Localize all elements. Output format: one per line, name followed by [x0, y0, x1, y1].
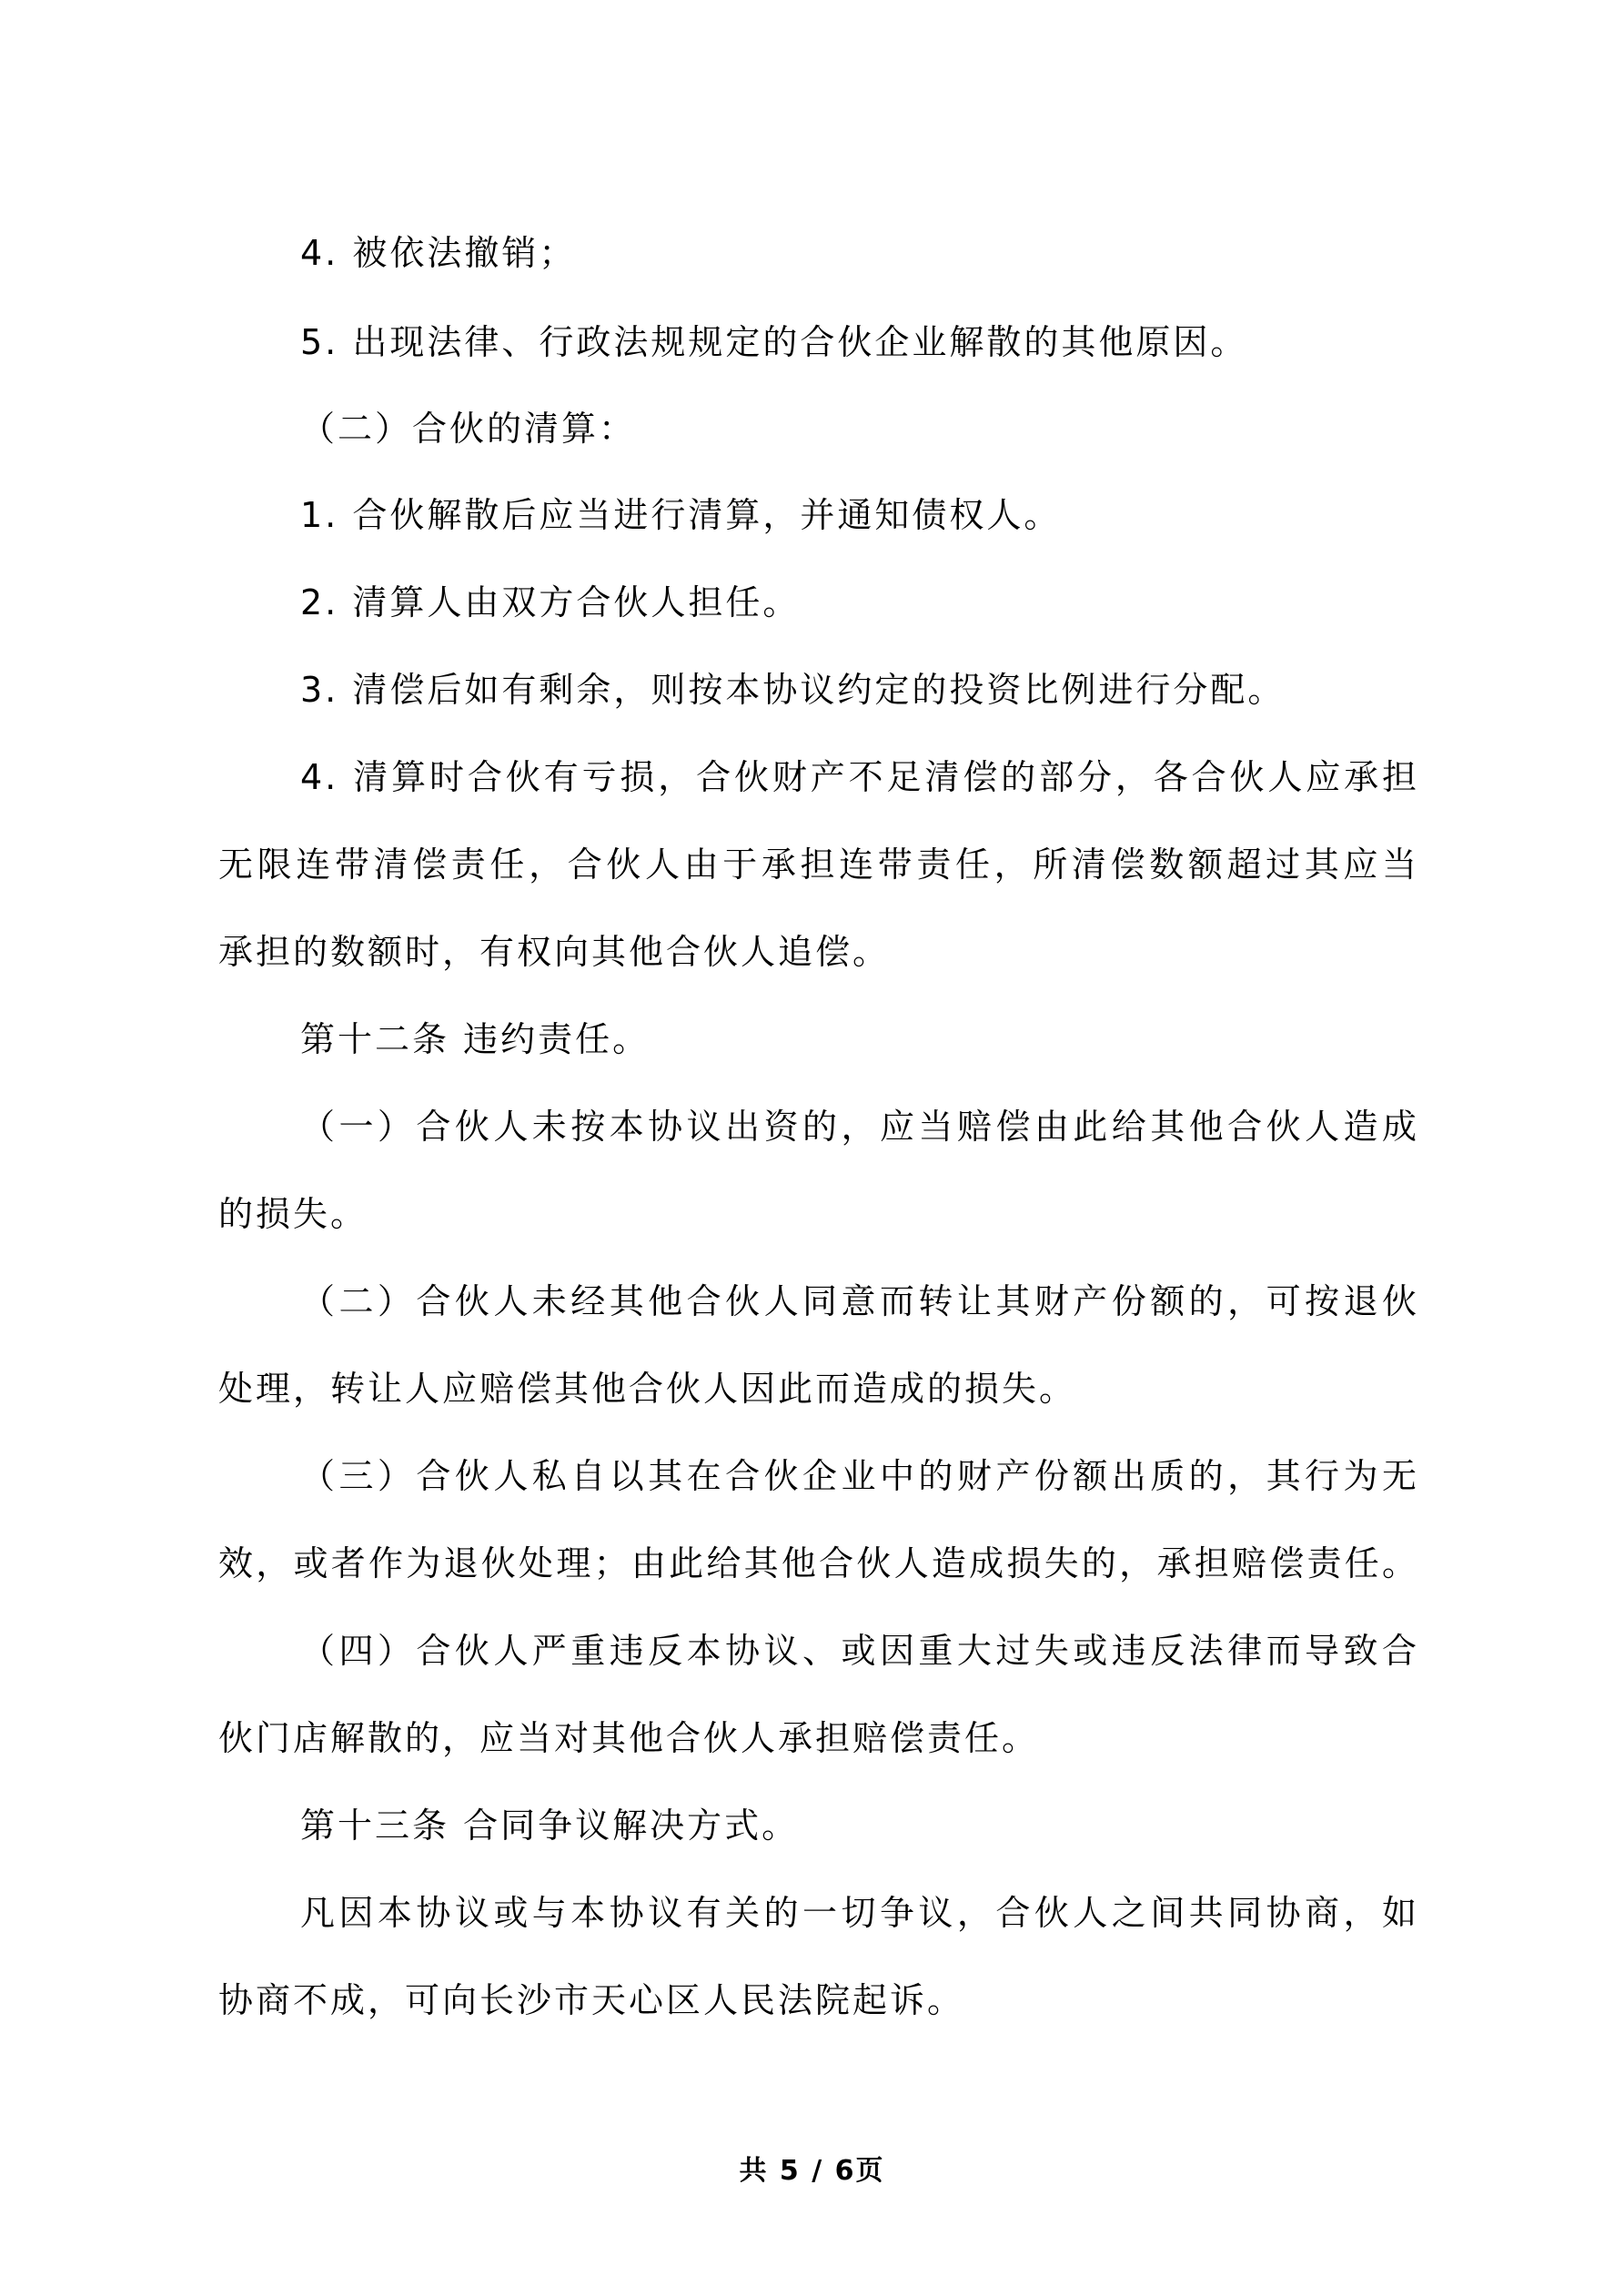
liquidation-item-4-line-3: 承担的数额时，有权向其他合伙人追偿。	[218, 932, 891, 972]
liability-item-1-line-1: （一）合伙人未按本协议出资的，应当赔偿由此给其他合伙人造成	[300, 1107, 1419, 1147]
liability-item-2-line-1: （二）合伙人未经其他合伙人同意而转让其财产份额的，可按退伙	[300, 1281, 1419, 1321]
clause-item-5-other-reasons: 5. 出现法律、行政法规规定的合伙企业解散的其他原因。	[300, 322, 1248, 362]
article-13-heading: 第十三条 合同争议解决方式。	[300, 1805, 800, 1846]
liquidation-item-1: 1. 合伙解散后应当进行清算，并通知债权人。	[300, 495, 1062, 535]
clause-item-4-revoked: 4. 被依法撤销；	[300, 233, 577, 273]
section-liquidation-heading: （二）合伙的清算：	[300, 409, 637, 449]
liability-item-4-line-1: （四）合伙人严重违反本协议、或因重大过失或违反法律而导致合	[300, 1631, 1419, 1671]
liability-item-2-line-2: 处理，转让人应赔偿其他合伙人因此而造成的损失。	[218, 1369, 1077, 1409]
liability-item-3-line-2: 效，或者作为退伙处理；由此给其他合伙人造成损失的，承担赔偿责任。	[218, 1543, 1419, 1583]
liquidation-item-3: 3. 清偿后如有剩余，则按本协议约定的投资比例进行分配。	[300, 670, 1286, 710]
article-12-heading: 第十二条 违约责任。	[300, 1019, 651, 1059]
dispute-paragraph-line-2: 协商不成，可向长沙市天心区人民法院起诉。	[218, 1980, 965, 2020]
page-number-footer: 共 5 / 6页	[739, 2155, 885, 2187]
liability-item-1-line-2: 的损失。	[218, 1194, 368, 1234]
liquidation-item-2: 2. 清算人由双方合伙人担任。	[300, 582, 801, 622]
liability-item-3-line-1: （三）合伙人私自以其在合伙企业中的财产份额出质的，其行为无	[300, 1456, 1419, 1496]
liability-item-4-line-2: 伙门店解散的，应当对其他合伙人承担赔偿责任。	[218, 1718, 1040, 1758]
liquidation-item-4-line-1: 4. 清算时合伙有亏损，合伙财产不足清偿的部分，各合伙人应承担	[300, 757, 1419, 797]
liquidation-item-4-line-2: 无限连带清偿责任，合伙人由于承担连带责任，所清偿数额超过其应当	[218, 845, 1419, 885]
dispute-paragraph-line-1: 凡因本协议或与本协议有关的一切争议，合伙人之间共同协商，如	[300, 1893, 1419, 1933]
